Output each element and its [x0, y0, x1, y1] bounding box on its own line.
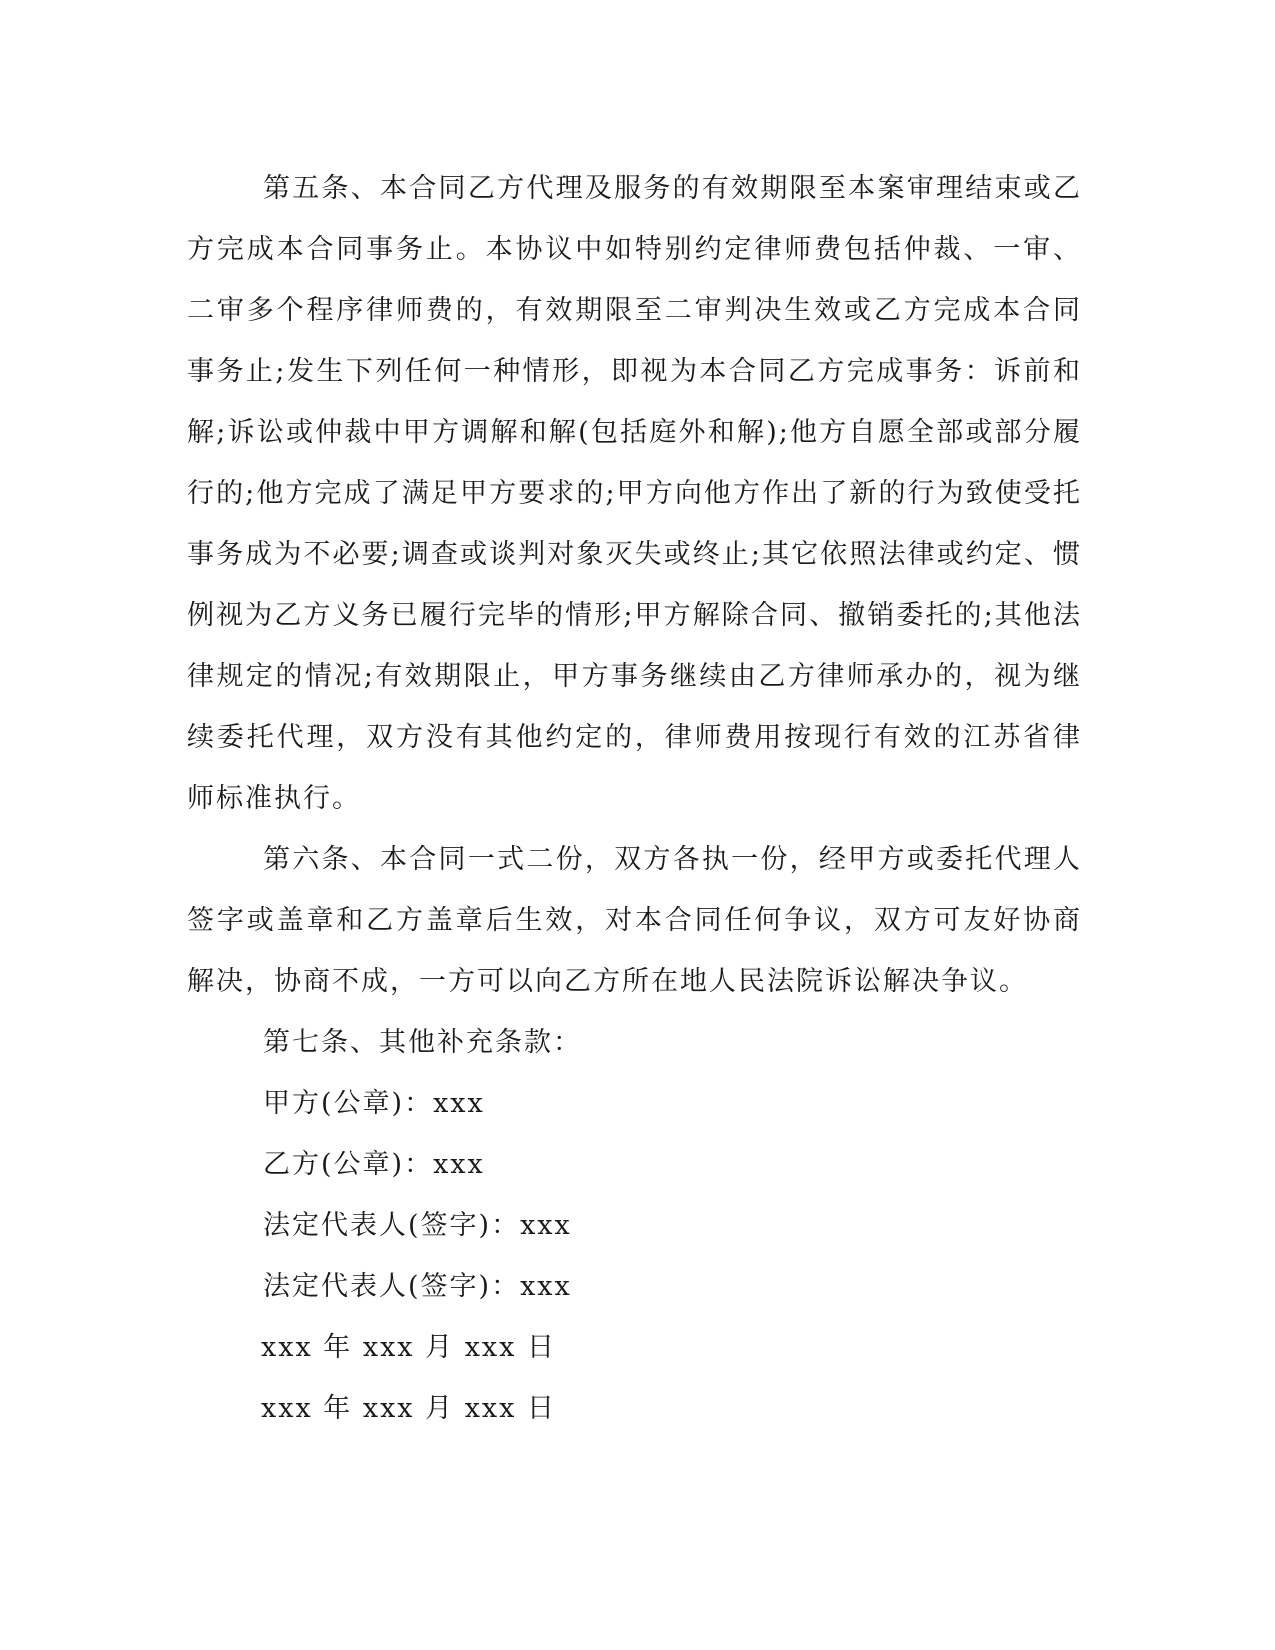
legal-representative-a: 法定代表人(签字)：xxx: [263, 1210, 572, 1241]
signing-date-a: xxx 年 xxx 月 xxx 日: [261, 1332, 556, 1363]
clause-seven: 第七条、其他补充条款：: [263, 1027, 582, 1058]
clause-six: 第六条、本合同一式二份，双方各执一份，经甲方或委托代理人签字或盖章和乙方盖章后生效，对本合同任何争议，双方可友好协商解决，协商不成，一方可以向乙方所在地人民法院诉讼解决争议。: [187, 844, 1082, 997]
signing-date-b: xxx 年 xxx 月 xxx 日: [261, 1393, 556, 1424]
legal-representative-b: 法定代表人(签字)：xxx: [263, 1271, 572, 1302]
party-b-seal: 乙方(公章)：xxx: [263, 1149, 485, 1180]
document-body: [187, 158, 1082, 1439]
party-a-seal: 甲方(公章)：xxx: [263, 1088, 485, 1119]
clause-five: 第五条、本合同乙方代理及服务的有效期限至本案审理结束或乙方完成本合同事务止。本协议中如特别约定律师费包括仲裁、一审、二审多个程序律师费的，有效期限至二审判决生效或乙方完成本合同事务止;发生下列任何一种情形，即视为本合同乙方完成事务：诉前和解;诉讼或仲裁中甲方调解和解(包括庭外和解);他方自愿全部或部分履行的;他方完成了满足甲方要求的;甲方向他方作出了新的行为致使受托事务成为不必要;调查或谈判对象灭失或终止;其它依照法律或约定、惯例视为乙方义务已履行完毕的情形;甲方解除合同、撤销委托的;其他法律规定的情况;有效期限止，甲方事务继续由乙方律师承办的，视为继续委托代理，双方没有其他约定的，律师费用按现行有效的江苏省律师标准执行。: [187, 173, 1082, 814]
